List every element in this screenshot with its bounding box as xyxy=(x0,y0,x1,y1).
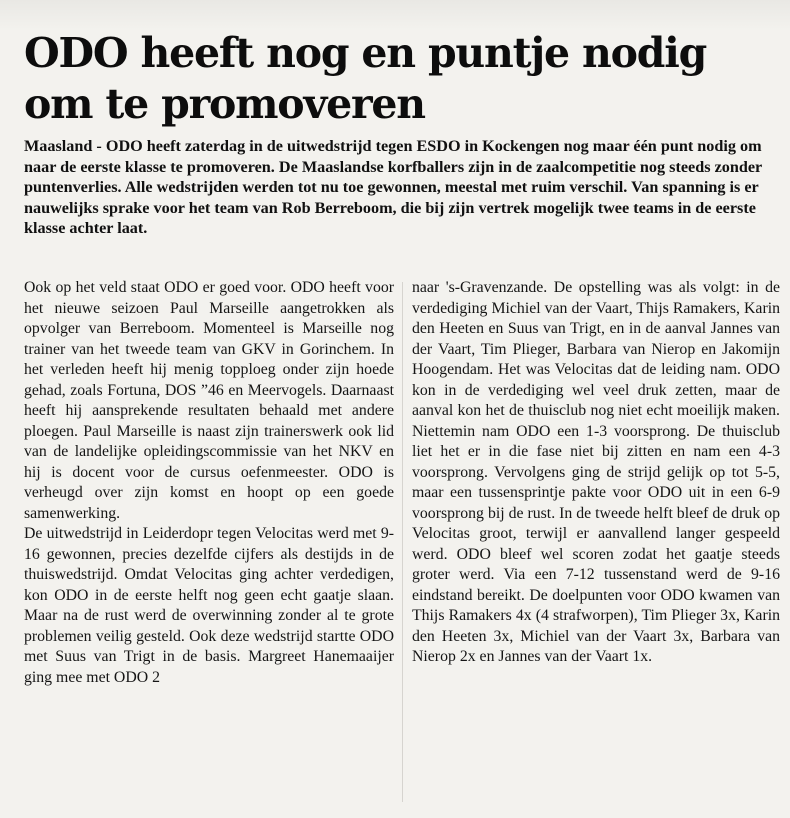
article-lead: Maasland - ODO heeft zaterdag in de uitwedstrijd tegen ESDO in Kockengen nog maar één punt nodig om naar de eerste klasse te promoveren. De Maaslandse korfballers zijn in de zaalcompetitie nog steeds zonder puntenverlies. Alle wedstrijden werden tot nu toe gewonnen, meestal met ruim verschil. Van spanning is er nauwelijks sprake voor het team van Rob Berreboom, die bij zijn vertrek mogelijk twee teams in de eerste klasse achter laat. xyxy=(24,137,762,238)
article-headline: ODO heeft nog en puntje nodig om te promoveren xyxy=(24,29,707,128)
previous-article-bleed xyxy=(0,0,790,30)
body-paragraph-1: Ook op het veld staat ODO er goed voor. ODO heeft voor het nieuwe seizoen Paul Marseille aangetrokken als opvolger van Berreboom. Momenteel is Marseille nog trainer van het tweede team van GKV in Gorinchem. In het verleden heeft hij menig topploeg onder zijn hoede gehad, zoals Fortuna, DOS ”46 en Meervogels. Daarnaast heeft hij aansprekende resultaten behaald met andere ploegen. Paul Marseille is naast zijn trainerswerk ook lid van de landelijke opleidingscommissie van het NKV en hij is docent voor de cursus oefenmeester. ODO is verheugd over zijn komst en hoopt op een goede samenwerking. xyxy=(24,279,394,522)
body-paragraph-2-start: De uitwedstrijd in Leiderdopr tegen Velocitas werd met 9-16 gewonnen, precies dezelfde cijfers als destijds in de thuiswedstrijd. Omdat Velocitas ging achter verdedigen, kon ODO in de eerste helft nog geen echt gaatje slaan. Maar na de rust werd de overwinning zonder al te grote problemen veilig gesteld. Ook deze wedstrijd startte ODO met Suus van Trigt in de basis. Margreet Hanemaaijer ging mee met ODO 2 xyxy=(24,525,394,686)
body-column-right xyxy=(412,278,780,668)
body-column-left xyxy=(24,278,394,688)
column-divider xyxy=(402,282,403,802)
body-paragraph-2-continued: naar 's-Gravenzande. De opstelling was als volgt: in de verdediging Michiel van der Vaart, Thijs Ramakers, Karin den Heeten en Suus van Trigt, en in de aanval Jannes van der Vaart, Tim Plieger, Barbara van Nierop en Jakomijn Hoogendam. Het was Velocitas dat de leiding nam. ODO kon in de verdediging wel veel druk zetten, maar de aanval kon het de thuisclub nog niet echt moeilijk maken. Niettemin nam ODO een 1-3 voorsprong. De thuisclub liet het er in die fase niet bij zitten en nam een 4-3 voorsprong. Vervolgens ging de strijd gelijk op tot 5-5, maar een tussensprintje pakte voor ODO uit in een 6-9 voorsprong bij de rust. In de tweede helft bleef de druk op Velocitas groot, terwijl er aanvallend langer gespeeld werd. ODO bleef wel scoren zodat het gaatje steeds groter werd. Via een 7-12 tussenstand werd de 9-16 eindstand bereikt. De doelpunten voor ODO kwamen van Thijs Ramakers 4x (4 strafworpen), Tim Plieger 3x, Karin den Heeten 3x, Michiel van der Vaart 3x, Barbara van Nierop 2x en Jannes van der Vaart 1x. xyxy=(412,279,780,665)
